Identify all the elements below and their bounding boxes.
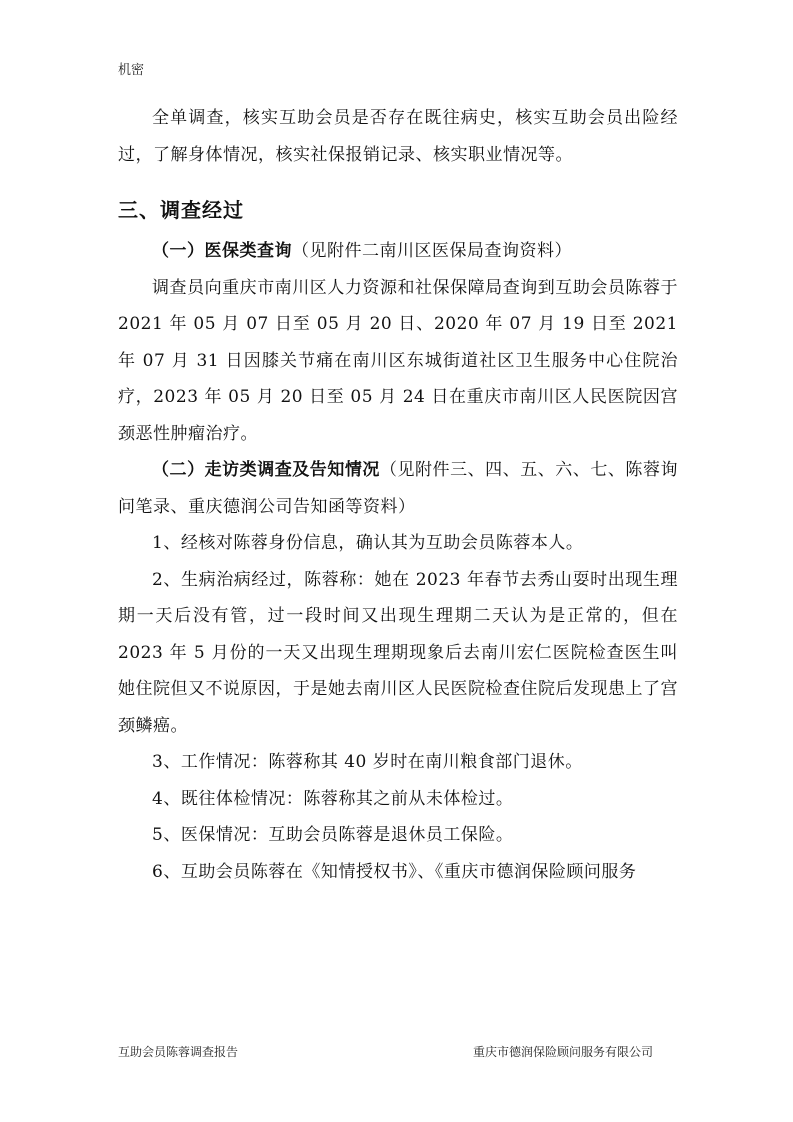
- list-item: 6、互助会员陈蓉在《知情授权书》、《重庆市德润保险顾问服务: [152, 861, 637, 882]
- subsection-2-note: （见附件三、四、五、六、七、陈蓉询问笔录、重庆德润公司告知函等资料）: [118, 460, 679, 517]
- list-item: 1、经核对陈蓉身份信息，确认其为互助会员陈蓉本人。: [152, 533, 584, 553]
- confidential-label: 机密: [118, 63, 145, 78]
- document-body: [118, 100, 678, 890]
- subsection-2-heading-line: [118, 452, 678, 525]
- list-item: 3、工作情况：陈蓉称其 40 岁时在南川粮食部门退休。: [152, 752, 583, 772]
- subsection-1-heading: （一）医保类查询: [152, 241, 292, 261]
- list-item: 5、医保情况：互助会员陈蓉是退休员工保险。: [152, 825, 514, 845]
- subsection-1-body: 调查员向重庆市南川区人力资源和社保保障局查询到互助会员陈蓉于 2021 年 05 月 07 日至 05 月 20 日、2020 年 07 月 19 日至 2021 年 07 月 31 日因膝关节痛在南川区东城街道社区卫生服务中心住院治疗，2023 年 05 月 20 日至 05 月 24 日在重庆市南川区人民医院因宫颈恶性肿瘤治疗。: [118, 277, 678, 444]
- footer-company-name: 重庆市德润保险顾问服务有限公司: [472, 1045, 653, 1059]
- subsection-1-heading-line: [118, 233, 678, 270]
- list-item: 4、既往体检情况：陈蓉称其之前从未体检过。: [152, 788, 514, 809]
- intro-paragraph: 全单调查，核实互助会员是否存在既往病史，核实互助会员出险经过，了解身体情况，核实社保报销记录、核实职业情况等。: [118, 108, 678, 165]
- subsection-1-note: （见附件二南川区医保局查询资料）: [292, 241, 572, 261]
- list-item: 2、生病治病经过，陈蓉称：她在 2023 年春节去秀山耍时出现生理期一天后没有管，过一段时间又出现生理期二天认为是正常的，但在 2023 年 5 月份的一天又出现生理期现象后去南川宏仁医院检查医生叫她住院但又不说原因，于是她去南川区人民医院检查住院后发现患上了宫颈鳞癌。: [118, 569, 678, 736]
- subsection-2-heading: （二）走访类调查及告知情况: [152, 460, 380, 480]
- section-3-title: 三、调查经过: [118, 198, 244, 222]
- footer-report-title: 互助会员陈蓉调查报告: [118, 1045, 239, 1059]
